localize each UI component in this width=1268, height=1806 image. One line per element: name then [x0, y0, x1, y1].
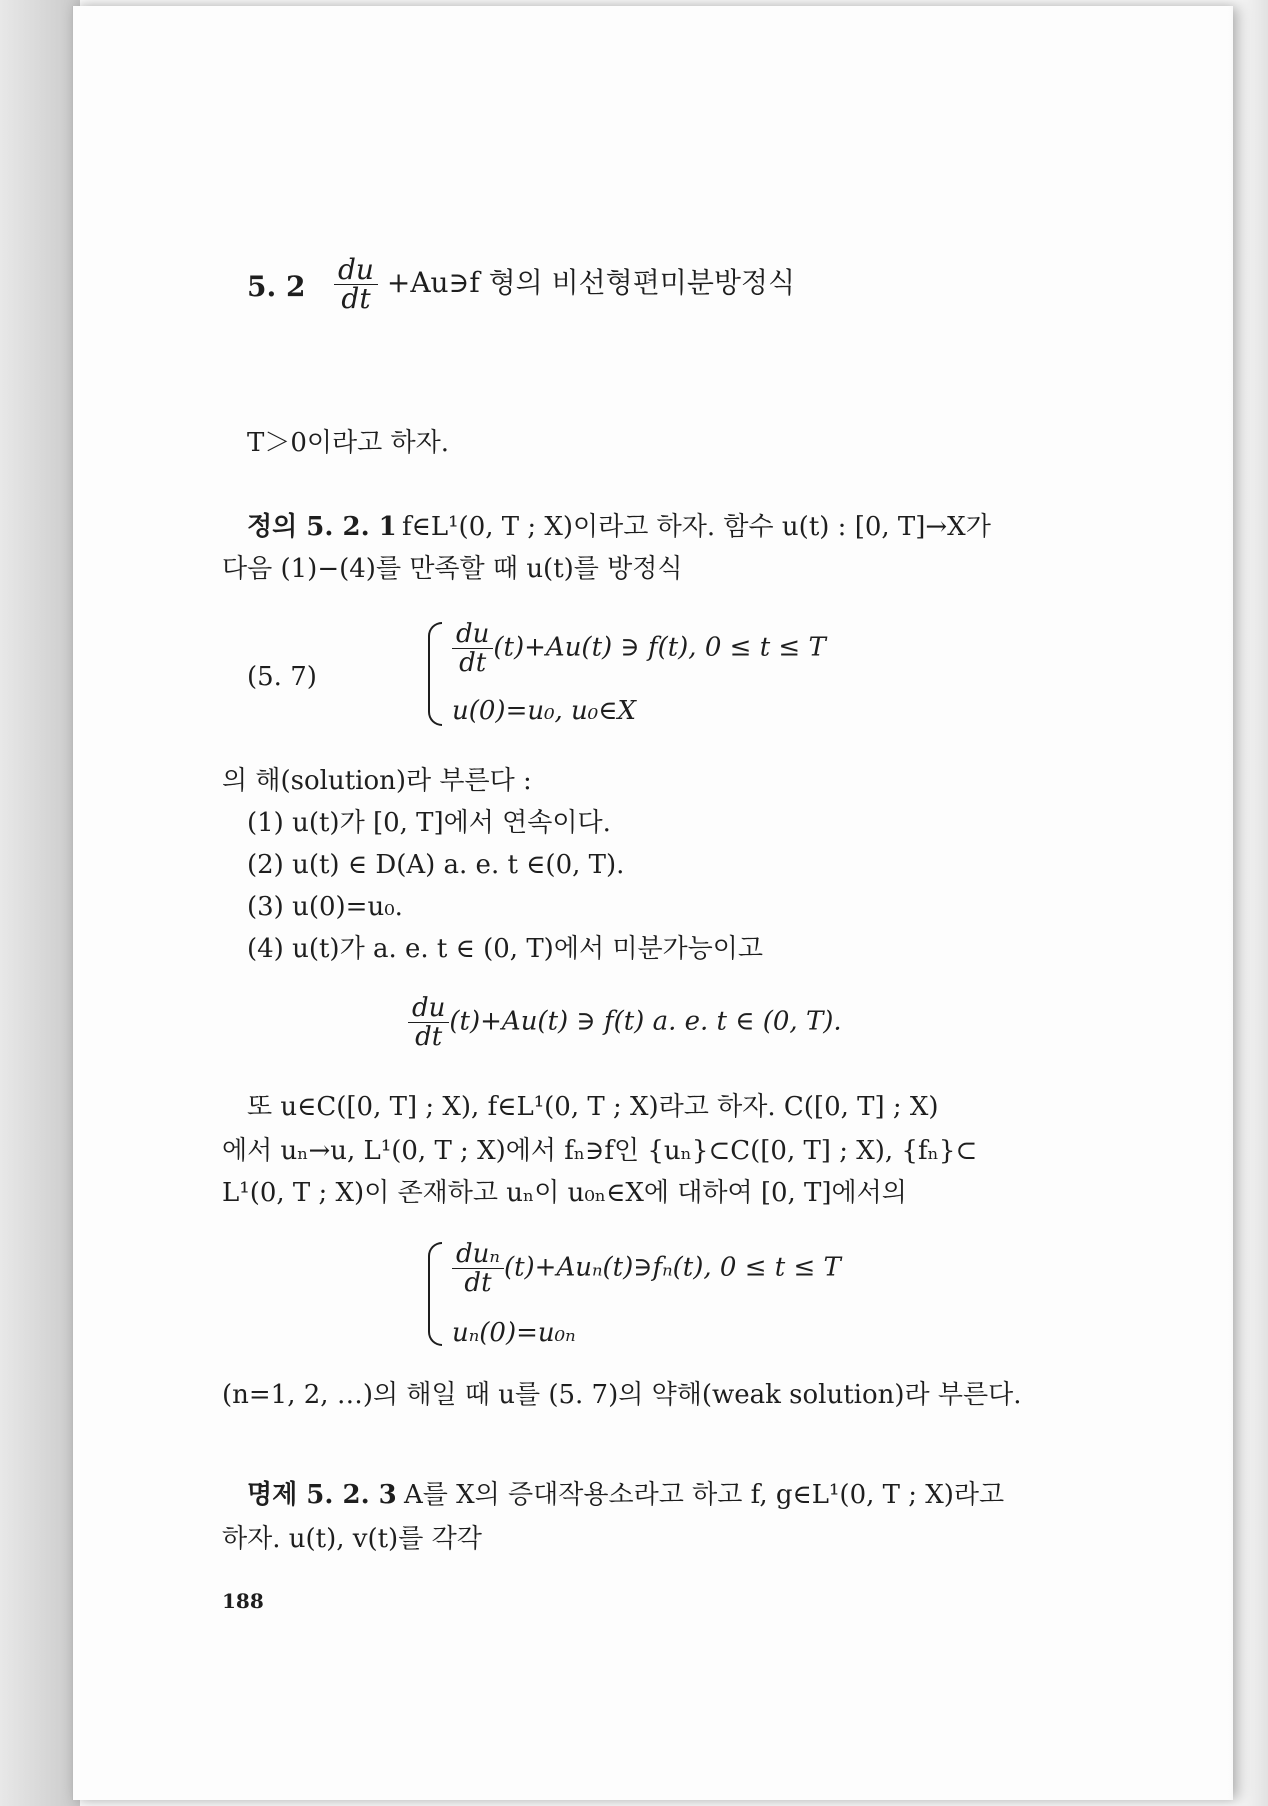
intro-text: T＞0이라고 하자. [247, 428, 449, 458]
eq57-frac-den: dt [459, 648, 487, 678]
weak-line-1: 또 u∈C([0, T] ; X), f∈L¹(0, T ; X)라고 하자. C([0, T] ; X) [247, 1092, 939, 1122]
condition-3: (3) u(0)=u₀. [247, 892, 403, 922]
definition-line-2: 다음 (1)−(4)를 만족할 때 u(t)를 방정식 [222, 554, 683, 584]
book-spine [0, 0, 80, 1806]
equation-5-7-line-2: u(0)=u₀, u₀∈X [452, 696, 636, 726]
proposition-line-1: A를 X의 증대작용소라고 하고 f, g∈L¹(0, T ; X)라고 [404, 1480, 1005, 1510]
proposition-label: 명제 5. 2. 3 [247, 1480, 397, 1510]
condition-4: (4) u(t)가 a. e. t ∈ (0, T)에서 미분가능이고 [247, 934, 764, 964]
condition-1: (1) u(t)가 [0, T]에서 연속이다. [247, 808, 611, 838]
equation-5-7-label: (5. 7) [247, 662, 317, 692]
weak-line-2: 에서 uₙ→u, L¹(0, T ; X)에서 fₙ∋f인 {uₙ}⊂C([0, T] ; X), {fₙ}⊂ [222, 1136, 978, 1166]
page-number: 188 [222, 1589, 264, 1613]
proposition-line-2: 하자. u(t), v(t)를 각각 [222, 1524, 482, 1554]
eq-weak-frac-den: dt [464, 1268, 492, 1298]
eq-weak-line-1-rest: (t)+Auₙ(t)∋fₙ(t), 0 ≤ t ≤ T [503, 1252, 841, 1283]
weak-equation-line-1 [452, 1240, 841, 1297]
weak-line-3: L¹(0, T ; X)이 존재하고 uₙ이 u₀ₙ∈X에 대하여 [0, T]에서의 [222, 1178, 907, 1208]
eq-diff-frac-den: dt [415, 1022, 443, 1052]
definition-label: 정의 5. 2. 1 [247, 512, 397, 542]
differential-equation [408, 994, 842, 1051]
page-edge-shadow [1228, 0, 1268, 1806]
weak-conclusion: (n=1, 2, …)의 해일 때 u를 (5. 7)의 약해(weak solution)라 부른다. [222, 1380, 1022, 1410]
eq-diff-frac-num: du [408, 994, 449, 1023]
section-title [334, 253, 796, 315]
eq-weak-frac-num: duₙ [452, 1240, 504, 1269]
weak-equation-line-2: uₙ(0)=u₀ₙ [452, 1318, 576, 1348]
definition-line-1: f∈L¹(0, T ; X)이라고 하자. 함수 u(t) : [0, T]→X가 [402, 512, 991, 542]
eq57-frac-num: du [452, 620, 493, 649]
equation-5-7-line-1 [452, 620, 826, 677]
section-title-rest: +Au∋f 형의 비선형편미분방정식 [386, 266, 796, 299]
eq-diff-rest: (t)+Au(t) ∋ f(t) a. e. t ∈ (0, T). [449, 1006, 842, 1037]
eq57-line-1-rest: (t)+Au(t) ∋ f(t), 0 ≤ t ≤ T [493, 632, 826, 663]
section-frac-num: du [334, 256, 378, 285]
equation-5-7-brace [428, 622, 442, 726]
weak-equation-brace [428, 1242, 442, 1346]
section-number: 5. 2 [247, 270, 306, 303]
section-frac-den: dt [341, 282, 371, 315]
condition-2: (2) u(t) ∈ D(A) a. e. t ∈(0, T). [247, 850, 625, 880]
solution-intro: 의 해(solution)라 부른다 : [222, 766, 532, 796]
